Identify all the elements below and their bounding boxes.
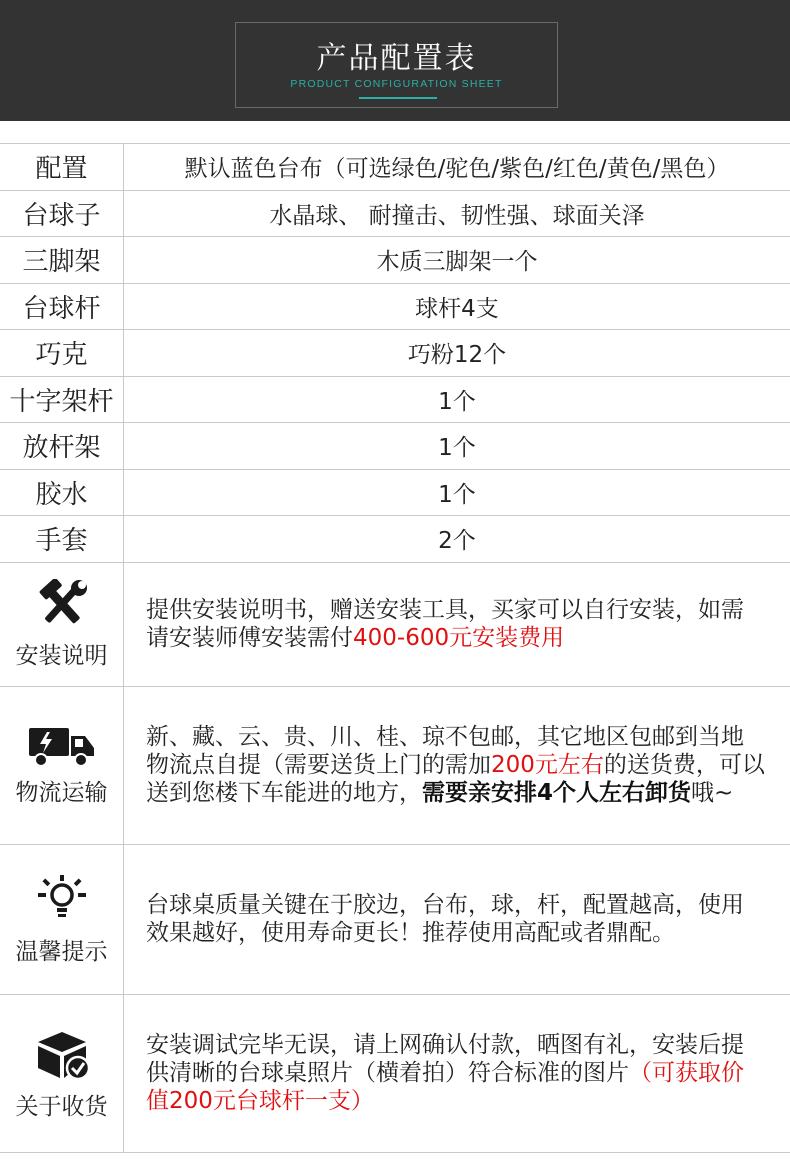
page-subtitle: PRODUCT CONFIGURATION SHEET	[290, 78, 503, 90]
row-value: 1个	[438, 481, 476, 508]
row-value: 巧粉12个	[407, 342, 507, 369]
table-row	[0, 423, 790, 470]
row-value: 水晶球、 耐撞击、韧性强、球面关泽	[269, 202, 645, 229]
logistics-text-2: 的送货费，可以送到您楼下车能进的地方，	[146, 752, 765, 806]
config-table	[0, 143, 790, 1153]
table-row	[0, 191, 790, 238]
header-title-box	[235, 22, 558, 108]
logistics-text	[146, 723, 766, 807]
title-underline	[359, 97, 437, 99]
tips-value	[124, 845, 790, 994]
logistics-text-1: 新、藏、云、贵、川、桂、琼不包邮，其它地区包邮到当地物流点自提（需要送货上门的需加	[146, 724, 744, 778]
package-check-icon	[32, 1026, 92, 1082]
row-label: 台球杆	[0, 284, 124, 330]
tips-label-cell	[0, 845, 124, 994]
row-label: 三脚架	[0, 237, 124, 283]
row-value: 球杆4支	[415, 295, 499, 322]
logistics-text-3: 哦~	[691, 780, 734, 806]
row-value: 木质三脚架一个	[376, 249, 538, 276]
table-row	[0, 516, 790, 563]
table-row	[0, 470, 790, 517]
tips-text: 台球桌质量关键在于胶边，台布，球，杆，配置越高，使用效果越好，使用寿命更长！推荐使用高配或者鼎配。	[146, 892, 744, 946]
table-row	[0, 330, 790, 377]
row-label: 胶水	[0, 470, 124, 516]
lightbulb-icon	[34, 873, 90, 927]
install-label: 安装说明	[15, 642, 108, 669]
install-label-cell	[0, 563, 124, 686]
row-label: 放杆架	[0, 423, 124, 469]
install-text-body: 提供安装说明书，赠送安装工具，买家可以自行安装，如需请安装师傅安装需付	[146, 597, 744, 651]
row-label: 十字架杆	[0, 377, 124, 423]
row-value: 2个	[438, 528, 476, 555]
logistics-label-cell	[0, 687, 124, 844]
row-label: 配置	[0, 144, 124, 190]
logistics-row	[0, 687, 790, 845]
table-row	[0, 144, 790, 191]
row-label: 台球子	[0, 191, 124, 237]
receipt-text-body: 安装调试完毕无误，请上网确认付款，晒图有礼，安装后提供清晰的台球桌照片（横着拍）符合标准的图片	[146, 1032, 744, 1086]
table-row	[0, 237, 790, 284]
row-label: 手套	[0, 516, 124, 562]
table-row	[0, 284, 790, 331]
receipt-text	[146, 1031, 766, 1115]
install-text	[146, 596, 766, 652]
row-value: 默认蓝色台布（可选绿色/驼色/紫色/红色/黄色/黑色）	[184, 156, 730, 183]
receipt-label-cell	[0, 995, 124, 1152]
row-value: 1个	[438, 435, 476, 462]
unloading-note: 需要亲安排4个人左右卸货	[422, 780, 692, 806]
row-label: 巧克	[0, 330, 124, 376]
install-value	[124, 563, 790, 686]
row-value: 1个	[438, 388, 476, 415]
install-row	[0, 563, 790, 687]
table-row	[0, 377, 790, 424]
install-fee-highlight: 400-600元安装费用	[353, 625, 565, 651]
tools-icon	[34, 579, 90, 631]
logistics-value	[124, 687, 790, 844]
receipt-row	[0, 995, 790, 1153]
header-banner	[0, 0, 790, 121]
tips-row	[0, 845, 790, 995]
delivery-fee-highlight: 200元左右	[491, 752, 604, 778]
truck-icon	[27, 724, 97, 768]
logistics-label: 物流运输	[15, 779, 108, 806]
page-title: 产品配置表	[316, 41, 477, 76]
receipt-label: 关于收货	[15, 1093, 108, 1120]
tips-label: 温馨提示	[15, 938, 108, 965]
gift-highlight: （可获取价值200元台球杆一支）	[146, 1060, 744, 1114]
receipt-value	[124, 995, 790, 1152]
